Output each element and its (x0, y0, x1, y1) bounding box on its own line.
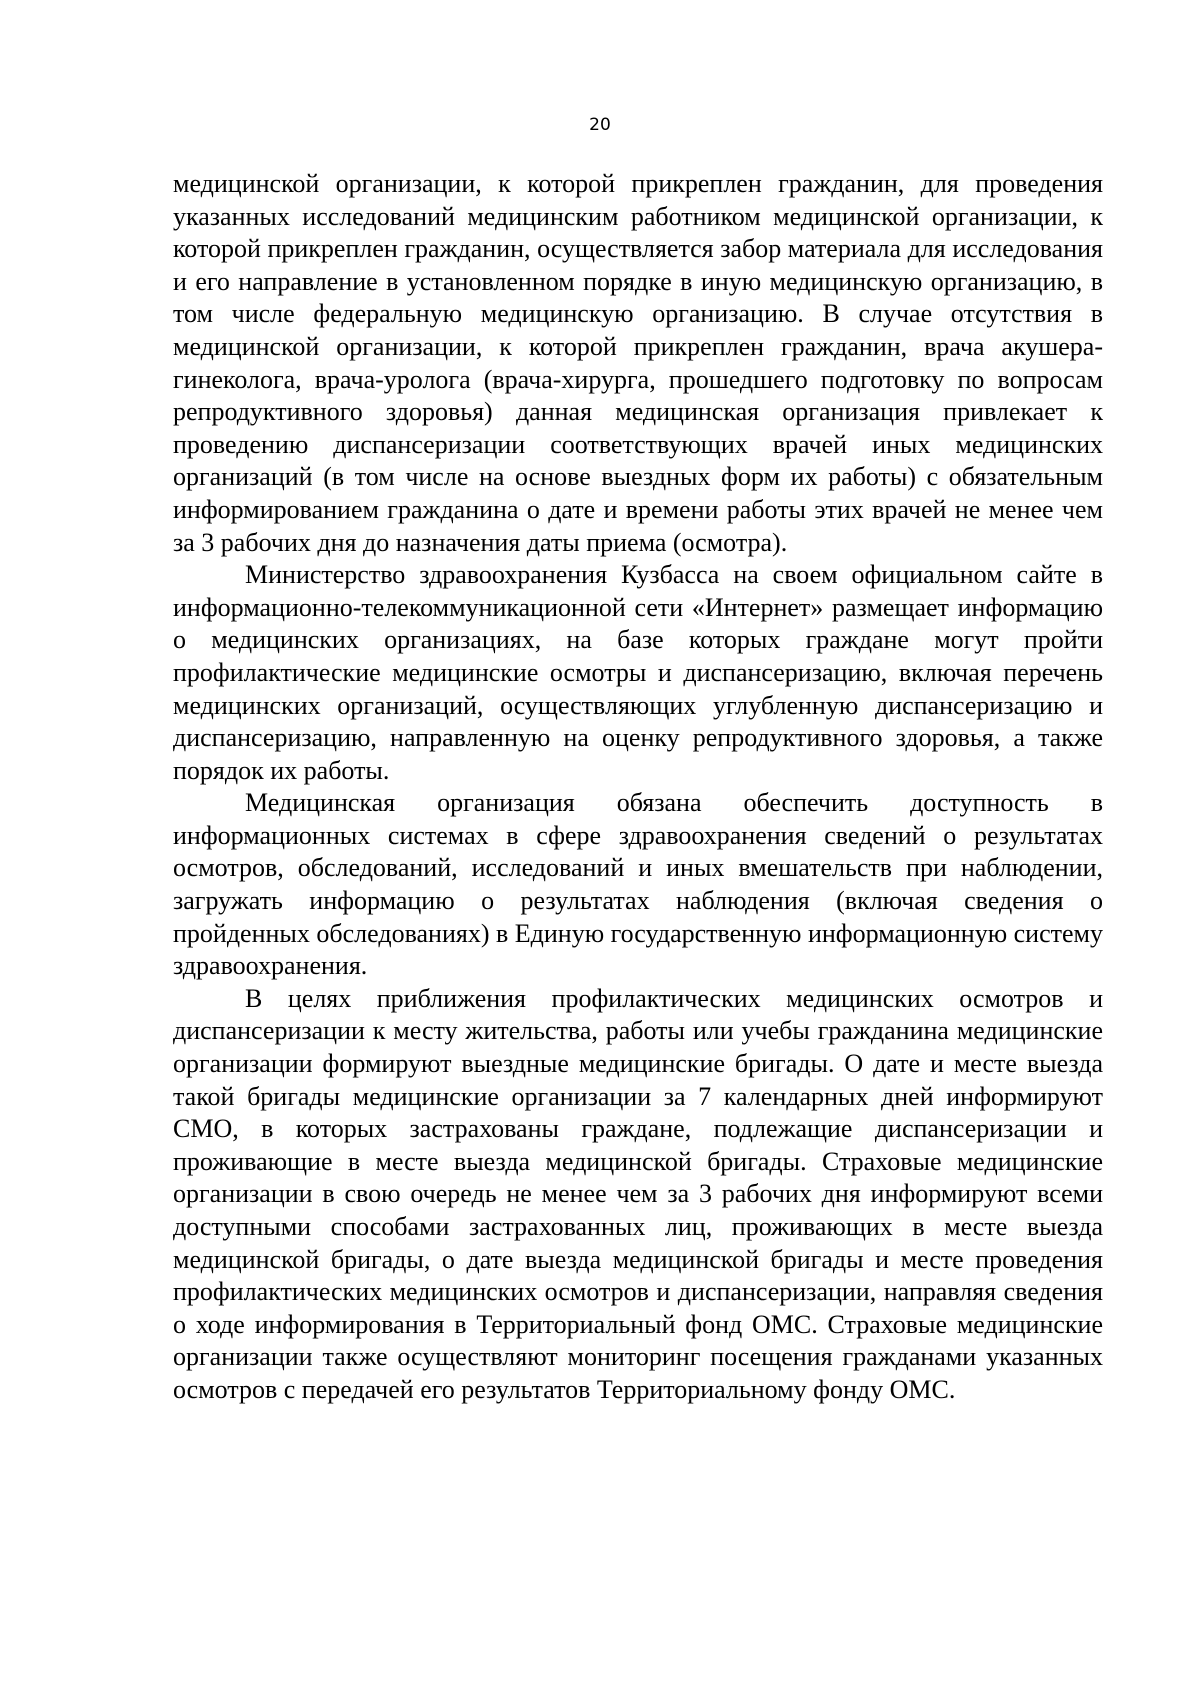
document-body (173, 168, 1103, 1407)
paragraph-ministry-website: Министерство здравоохранения Кузбасса на своем официальном сайте в информационно-телекоммуникационной сети «Интернет» размещает информацию о медицинских организациях, на базе которых граждане могут пройти профилактические медицинские осмотры и диспансеризацию, включая перечень медицинских организаций, осуществляющих углубленную диспансеризацию и диспансеризацию, направленную на оценку репродуктивного здоровья, а также порядок их работы. (173, 560, 1103, 785)
page-number: 20 (589, 115, 611, 135)
paragraph-continuation: медицинской организации, к которой прикреплен гражданин, для проведения указанных исследований медицинским работником медицинской организации, к которой прикреплен гражданин, осуществляется забор материала для исследования и его направление в установленном порядке в иную медицинскую организацию, в том числе федеральную медицинскую организацию. В случае отсутствия в медицинской организации, к которой прикреплен гражданин, врача акушера-гинеколога, врача-уролога (врача-хирурга, прошедшего подготовку по вопросам репродуктивного здоровья) данная медицинская организация привлекает к проведению диспансеризации соответствующих врачей иных медицинских организаций (в том числе на основе выездных форм их работы) с обязательным информированием гражданина о дате и времени работы этих врачей не менее чем за 3 рабочих дня до назначения даты приема (осмотра). (173, 169, 1103, 557)
paragraph-information-systems: Медицинская организация обязана обеспечить доступность в информационных системах в сфере здравоохранения сведений о результатах осмотров, обследований, исследований и иных вмешательств при наблюдении, загружать информацию о результатах наблюдения (включая сведения о пройденных обследованиях) в Единую государственную информационную систему здравоохранения. (173, 788, 1103, 981)
paragraph-mobile-teams: В целях приближения профилактических медицинских осмотров и диспансеризации к месту жительства, работы или учебы гражданина медицинские организации формируют выездные медицинские бригады. О дате и месте выезда такой бригады медицинские организации за 7 календарных дней информируют СМО, в которых застрахованы граждане, подлежащие диспансеризации и проживающие в месте выезда медицинской бригады. Страховые медицинские организации в свою очередь не менее чем за 3 рабочих дня информируют всеми доступными способами застрахованных лиц, проживающих в месте выезда медицинской бригады, о дате выезда медицинской бригады и месте проведения профилактических медицинских осмотров и диспансеризации, направляя сведения о ходе информирования в Территориальный фонд ОМС. Страховые медицинские организации также осуществляют мониторинг посещения гражданами указанных осмотров с передачей его результатов Территориальному фонду ОМС. (173, 983, 1103, 1404)
